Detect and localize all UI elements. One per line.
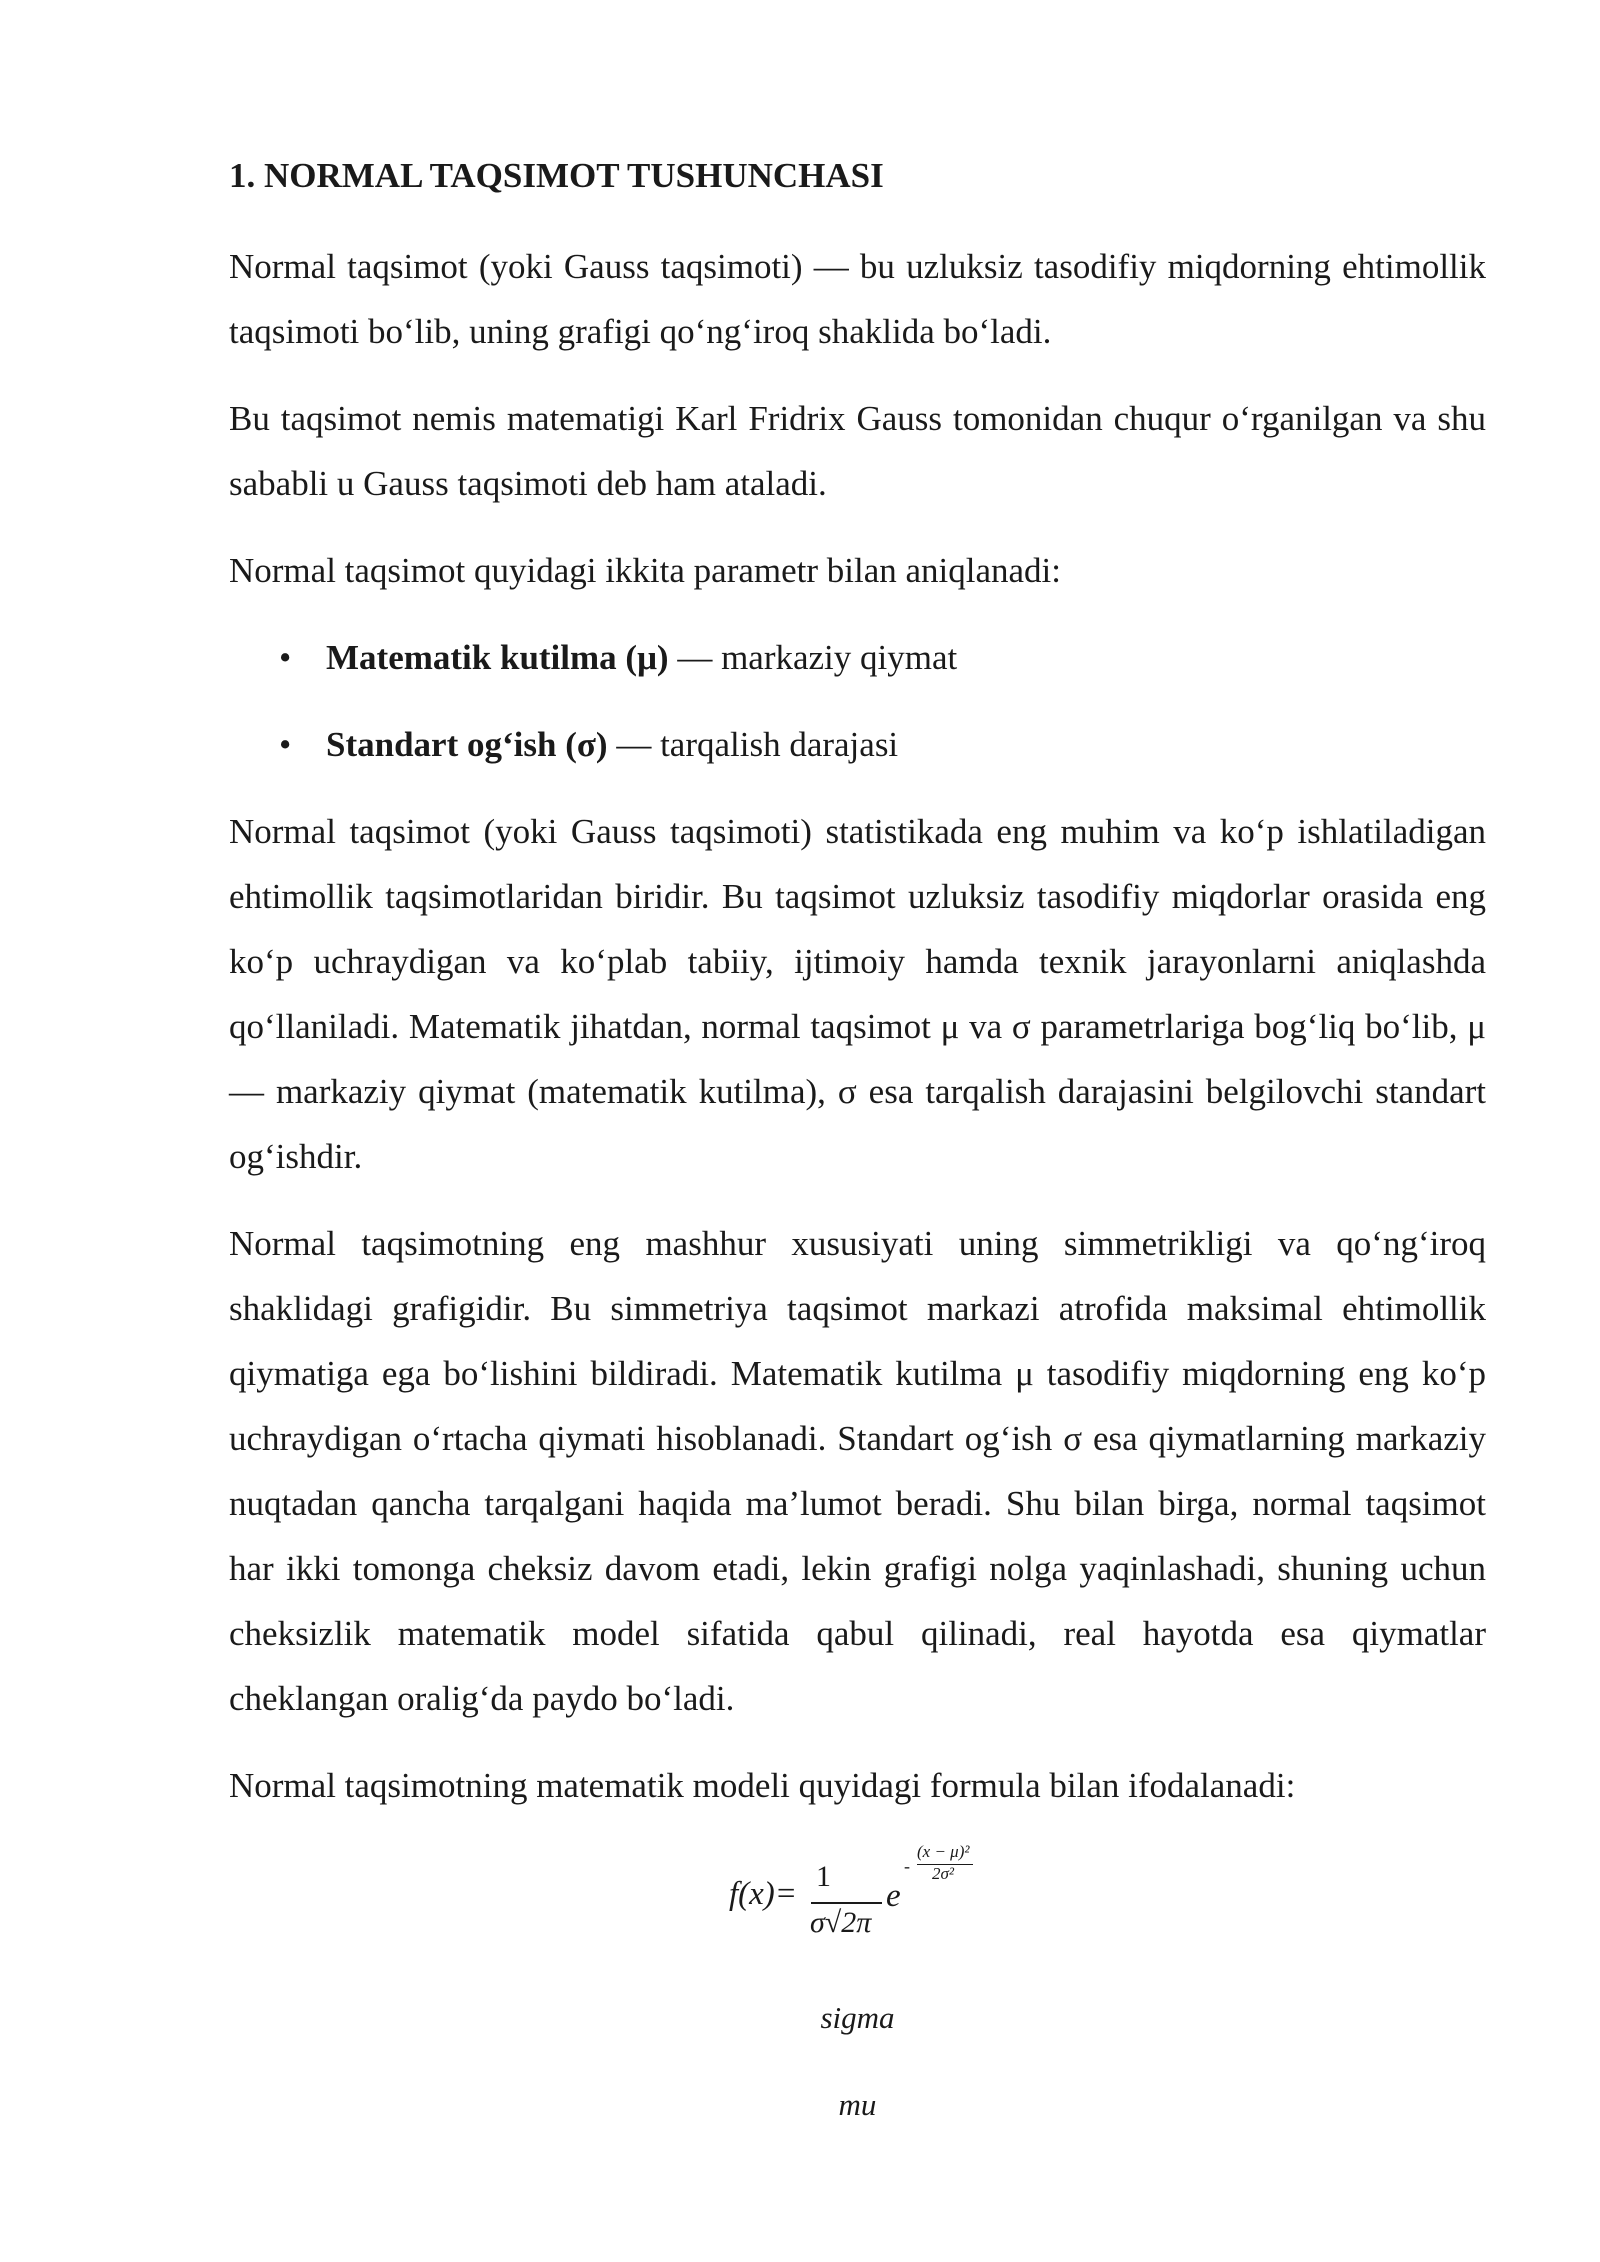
bullet-icon: • — [279, 725, 292, 764]
formula-denominator: σ√2π — [810, 1906, 872, 1939]
term-std-dev: Standart og‘ish (σ) — [326, 725, 608, 764]
normal-pdf-formula — [729, 1842, 1029, 1958]
paragraph-importance: Normal taqsimot (yoki Gauss taqsimoti) statistikada eng muhim va ko‘p ishlatiladigan ehtimollik taqsimotlaridan biridir. Bu taqsimot uzluksiz tasodifiy miqdorlar orasida eng ko‘p uchraydigan va ko‘plab tabiiy, ijtimoiy hamda texnik jarayonlarni aniqlashda qo‘llaniladi. Matematik jihatdan, normal taqsimot μ va σ parametrlariga bog‘liq bo‘lib, μ — markaziy qiymat (matematik kutilma), σ esa tarqalish darajasini belgilovchi standart og‘ishdir. — [229, 812, 1486, 1176]
formula-exponent-numerator: (x − μ)² — [917, 1842, 970, 1861]
desc-mean: — markaziy qiymat — [668, 638, 958, 677]
formula-numerator: 1 — [816, 1860, 831, 1893]
paragraph-properties: Normal taqsimotning eng mashhur xususiyati uning simmetrikligi va qo‘ng‘iroq shaklidagi grafigidir. Bu simmetriya taqsimot markazi atrofida maksimal ehtimollik qiymatiga ega bo‘lishini bildiradi. Matematik kutilma μ tasodifiy miqdorning eng ko‘p uchraydigan o‘rtacha qiymati hisoblanadi. Standart og‘ish σ esa qiymatlarning markaziy nuqtadan qancha tarqalgani haqida ma’lumot beradi. Shu bilan birga, normal taqsimot har ikki tomonga cheksiz davom etadi, lekin grafigi nolga yaqinlashadi, shuning uchun cheksizlik matematik model sifatida qabul qilinadi, real hayotda esa qiymatlar cheklangan oralig‘da paydo bo‘ladi. — [229, 1224, 1486, 1718]
bullet-icon: • — [279, 638, 292, 677]
formula-exponential-base: e — [886, 1878, 901, 1914]
paragraph-gauss-origin: Bu taqsimot nemis matematigi Karl Fridrix Gauss tomonidan chuqur o‘rganilgan va shu sababli u Gauss taqsimoti deb ham ataladi. — [229, 399, 1486, 503]
parameter-list — [229, 625, 1486, 777]
term-mean: Matematik kutilma (μ) — [326, 638, 669, 677]
section-heading: 1. NORMAL TAQSIMOT TUSHUNCHASI — [229, 156, 884, 195]
paragraph-definition: Normal taqsimot (yoki Gauss taqsimoti) — bu uzluksiz tasodifiy miqdorning ehtimollik taqsimoti bo‘lib, uning grafigi qo‘ng‘iroq shaklida bo‘ladi. — [229, 247, 1486, 351]
paragraph-parameters-intro: Normal taqsimot quyidagi ikkita parametr bilan aniqlanadi: — [229, 551, 1062, 590]
formula-block — [229, 1842, 1486, 1958]
list-item-mean — [229, 625, 1486, 690]
formula-exponent-sign: - — [904, 1856, 910, 1876]
paragraph-formula-intro: Normal taqsimotning matematik modeli quyidagi formula bilan ifodalanadi: — [229, 1766, 1296, 1805]
mu-label: mu — [838, 2087, 877, 2122]
formula-fraction-bar — [811, 1902, 882, 1904]
document-page — [229, 148, 1486, 2125]
formula-exponent-denominator: 2σ² — [932, 1864, 954, 1883]
sigma-label: sigma — [820, 2000, 895, 2035]
list-item-std-dev — [229, 712, 1486, 777]
desc-std-dev: — tarqalish darajasi — [607, 725, 899, 764]
formula-lhs: f(x)= — [729, 1876, 798, 1912]
